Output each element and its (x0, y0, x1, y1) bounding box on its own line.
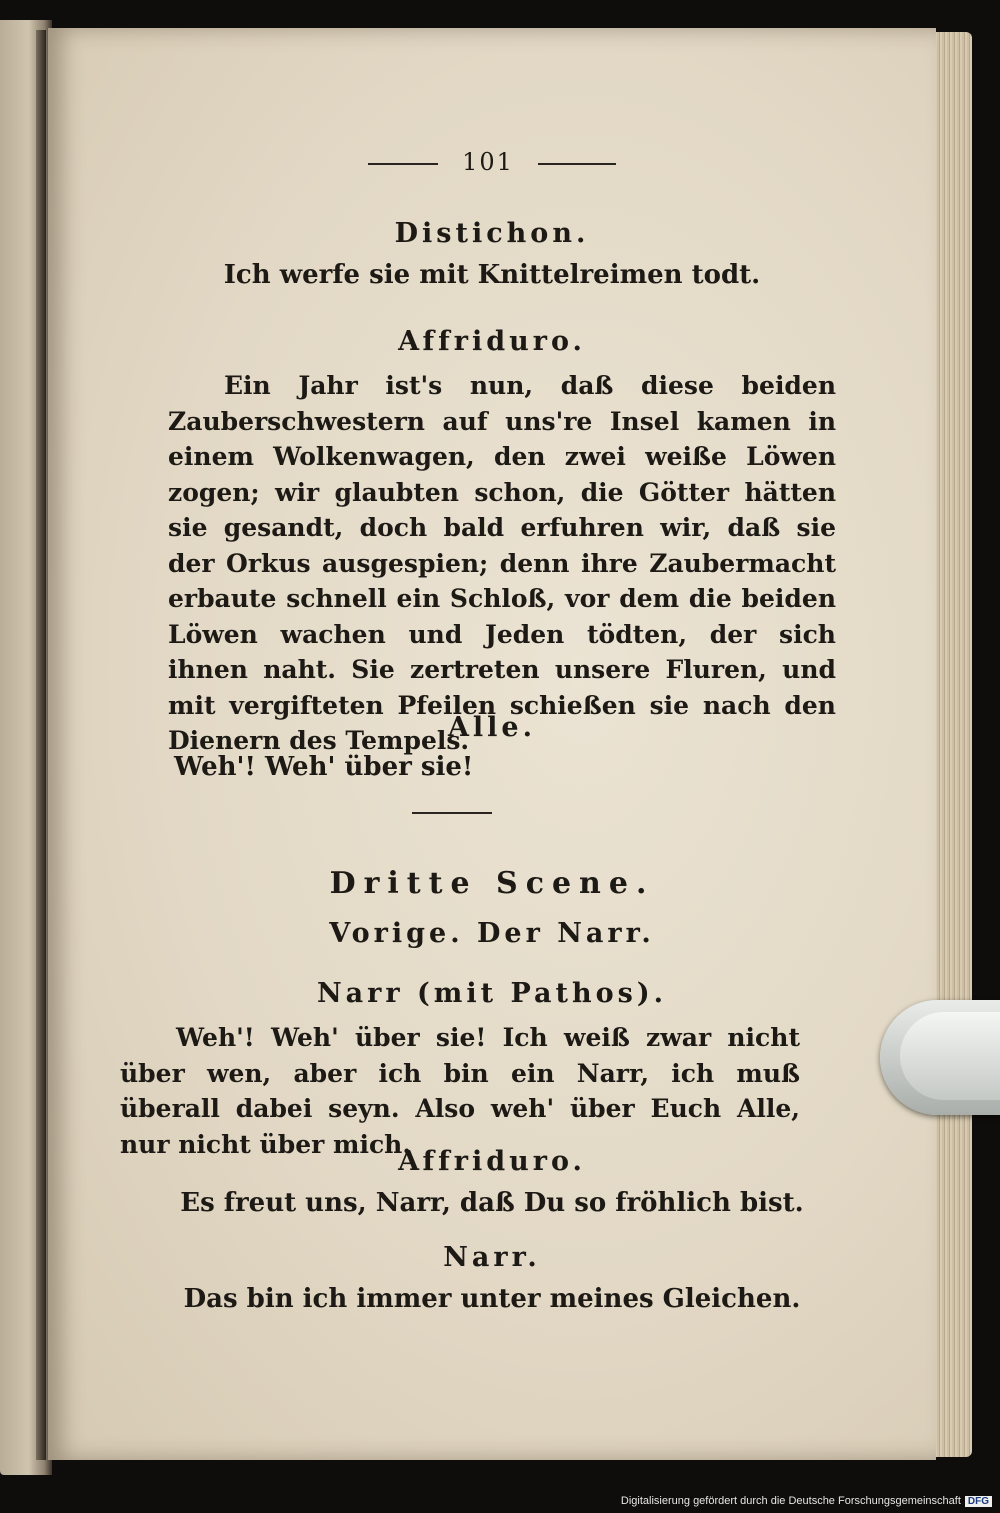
book-gutter (36, 30, 46, 1460)
page-header (48, 148, 936, 176)
footer-credit-text: Digitalisierung gefördert durch die Deutsche Forschungsgemeinschaft (620, 1495, 961, 1507)
speaker-heading: Affriduro. (398, 1146, 586, 1177)
dialogue-line: Es freut uns, Narr, daß Du so fröhlich bist. (180, 1188, 804, 1218)
dialogue-line: Das bin ich immer unter meines Gleichen. (183, 1284, 801, 1314)
header-rule-right (538, 163, 616, 165)
speaker-heading: Narr (mit Pathos). (316, 978, 668, 1009)
speaker-heading: Narr. (443, 1242, 541, 1273)
section-divider (412, 812, 492, 814)
dialogue-line: Ich werfe sie mit Knittelreimen todt. (223, 260, 761, 290)
book-page (48, 28, 936, 1460)
page-clip-inner (900, 1012, 1000, 1100)
scene-cast: Vorige. Der Narr. (329, 918, 655, 949)
speaker-heading: Distichon. (394, 218, 590, 249)
header-rule-left (368, 163, 438, 165)
speaker-heading: Affriduro. (398, 326, 586, 357)
scene-title: Dritte Scene. (329, 866, 655, 901)
dialogue-line: Weh'! Weh' über sie! (174, 752, 474, 782)
page-clip (880, 1000, 1000, 1115)
footer-credit (621, 1495, 992, 1507)
dialogue-paragraph: Weh'! Weh' über sie! Ich weiß zwar nicht über wen, aber ich bin ein Narr, ich muß überall dabei seyn. Also weh' über Euch Alle, nur nicht über mich. (120, 1023, 800, 1159)
page-number: 101 (462, 148, 514, 176)
page-stack-edge (932, 32, 972, 1457)
speaker-heading: Alle. (447, 712, 537, 743)
dialogue-paragraph: Ein Jahr ist's nun, daß diese beiden Zauberschwestern auf uns're Insel kamen in einem Wolkenwagen, den zwei weiße Löwen zogen; wir glaubten schon, die Götter hätten sie gesandt, doch bald erfuhren wir, daß sie der Orkus ausgespien; denn ihre Zaubermacht erbaute schnell ein Schloß, vor dem die beiden Löwen wachen und Jeden tödten, der sich ihnen naht. Sie zertreten unsere Fluren, und mit vergifteten Pfeilen schießen sie nach den Dienern des Tempels. (168, 371, 836, 755)
dfg-logo: DFG (965, 1496, 992, 1507)
